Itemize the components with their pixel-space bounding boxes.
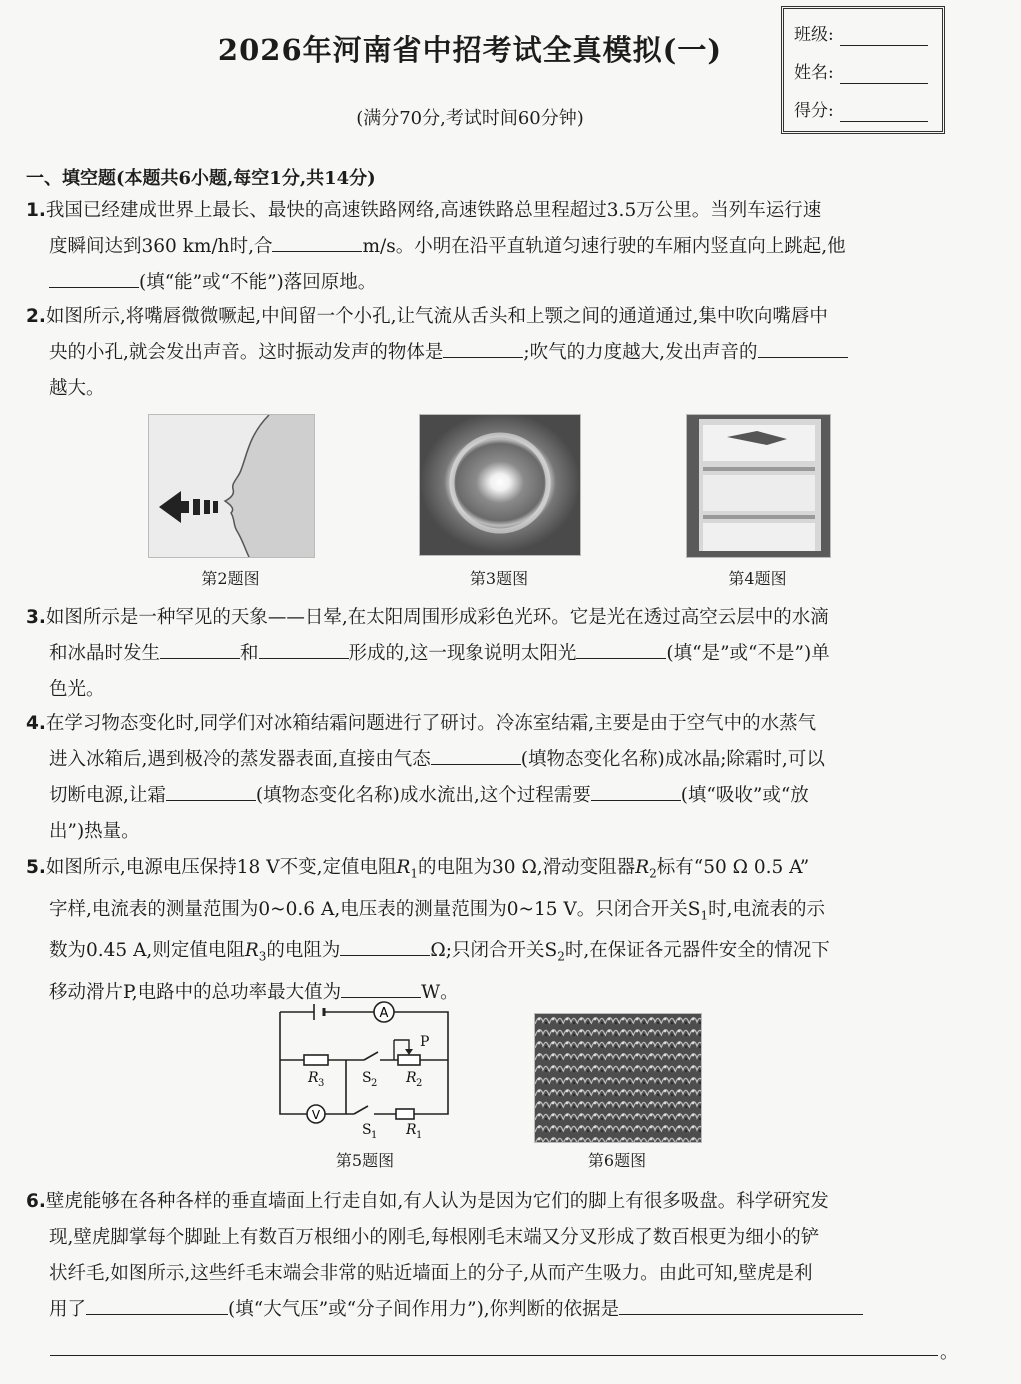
question-number: 6. bbox=[26, 1191, 46, 1212]
name-field[interactable] bbox=[840, 63, 928, 84]
resistor-r1 bbox=[396, 1109, 414, 1119]
q5-blank-2[interactable] bbox=[341, 977, 421, 998]
section-heading: 一、填空题(本题共6小题,每空1分,共14分) bbox=[26, 168, 376, 189]
question-3 bbox=[26, 600, 952, 708]
q4-line-d: 出”)热量。 bbox=[49, 821, 140, 842]
question-number: 4. bbox=[26, 713, 46, 734]
slider-label: P bbox=[420, 1034, 430, 1050]
score-row bbox=[794, 95, 942, 133]
q6-answer-line[interactable] bbox=[50, 1355, 938, 1356]
q6-blank-2[interactable] bbox=[619, 1294, 863, 1315]
r2-sub: 2 bbox=[416, 1078, 423, 1089]
question-6 bbox=[26, 1184, 952, 1328]
lips-drawing bbox=[149, 415, 314, 557]
q1-line-c: (填“能”或“不能”)落回原地。 bbox=[26, 265, 952, 301]
fig3-caption: 第3题图 bbox=[469, 569, 529, 588]
q6-blank-1[interactable] bbox=[86, 1294, 228, 1315]
r1-label: R bbox=[406, 1122, 417, 1138]
ammeter-label: A bbox=[379, 1006, 389, 1021]
q5-line-a: 如图所示,电源电压保持18 V不变,定值电阻$R_1$的电阻为30 Ω,滑动变阻器$R_2$标有“50 Ω 0.5 A” bbox=[45, 857, 810, 881]
q2-line-a: 如图所示,将嘴唇微微噘起,中间留一个小孔,让气流从舌头和上颚之间的通道通过,集中吹向嘴唇中 bbox=[45, 306, 828, 327]
q2-line-b: 央的小孔,就会发出声音。这时振动发声的物体是 ;吹气的力度越大,发出声音的 bbox=[26, 335, 952, 371]
q3-line-c: 色光。 bbox=[49, 679, 105, 700]
q1-line-a: 我国已经建成世界上最长、最快的高速铁路网络,高速铁路总里程超过3.5万公里。当列车运行速 bbox=[45, 200, 822, 221]
question-2 bbox=[26, 299, 952, 407]
s2-sub: 2 bbox=[371, 1078, 378, 1089]
s2-label: S bbox=[362, 1070, 372, 1086]
q4-blank-2[interactable] bbox=[166, 780, 256, 801]
fig2-lips-image bbox=[148, 414, 315, 558]
fig3-halo-image bbox=[419, 414, 581, 556]
r1-sub: 1 bbox=[416, 1130, 423, 1140]
q1-blank-2[interactable] bbox=[49, 267, 139, 288]
score-label: 得分: bbox=[794, 101, 834, 121]
student-info-box bbox=[781, 6, 945, 134]
q6-line-b: 现,壁虎脚掌每个脚趾上有数百万根细小的刚毛,每根刚毛末端又分叉形成了数百根更为细小的铲 bbox=[49, 1227, 820, 1248]
q6-end-mark: 。 bbox=[940, 1342, 958, 1363]
question-5 bbox=[26, 850, 952, 1011]
q3-line-b: 和冰晶时发生 和 形成的,这一现象说明太阳光 (填“是”或“不是”)单 bbox=[26, 636, 952, 672]
q3-blank-3[interactable] bbox=[576, 638, 666, 659]
question-number: 1. bbox=[26, 200, 46, 221]
q2-blank-1[interactable] bbox=[443, 337, 523, 358]
q4-blank-3[interactable] bbox=[591, 780, 681, 801]
q6-line-c: 状纤毛,如图所示,这些纤毛末端会非常的贴近墙面上的分子,从而产生吸力。由此可知,壁虎是利 bbox=[49, 1263, 813, 1284]
question-number: 2. bbox=[26, 306, 46, 327]
score-field[interactable] bbox=[840, 101, 928, 122]
q1-blank-1[interactable] bbox=[272, 231, 362, 252]
micrograph-drawing bbox=[535, 1014, 701, 1142]
s1-label: S bbox=[362, 1122, 372, 1138]
rheostat-r2 bbox=[398, 1055, 420, 1065]
voltmeter-label: V bbox=[311, 1108, 321, 1122]
fig6-gecko-micrograph bbox=[534, 1013, 702, 1143]
fig4-caption: 第4题图 bbox=[728, 569, 787, 588]
q5-line-d: 移动滑片P,电路中的总功率最大值为 W。 bbox=[26, 975, 952, 1011]
q4-blank-1[interactable] bbox=[431, 744, 521, 765]
q2-line-c: 越大。 bbox=[49, 378, 105, 399]
name-label: 姓名: bbox=[794, 63, 834, 83]
s1-sub: 1 bbox=[371, 1130, 378, 1140]
q1-line-b: 度瞬间达到360 km/h时,合 m/s。小明在沿平直轨道匀速行驶的车厢内竖直向上跳起,他 bbox=[26, 229, 952, 265]
fig4-freezer-image bbox=[686, 414, 831, 558]
question-number: 5. bbox=[26, 857, 46, 878]
q6-line-d: 用了 (填“大气压”或“分子间作用力”),你判断的依据是 bbox=[26, 1292, 952, 1328]
name-row bbox=[794, 57, 942, 95]
class-label: 班级: bbox=[794, 25, 834, 45]
exam-title: 2026年河南省中招考试全真模拟(一) bbox=[217, 33, 723, 67]
q3-blank-2[interactable] bbox=[259, 638, 349, 659]
exam-subtitle: (满分70分,考试时间60分钟) bbox=[356, 108, 584, 129]
q5-line-c: 数为0.45 A,则定值电阻$R_3$的电阻为 Ω;只闭合开关$S_2$时,在保证各元器件安全的情况下 bbox=[26, 933, 952, 975]
sun-halo-drawing bbox=[420, 415, 580, 555]
r3-label: R bbox=[308, 1070, 319, 1086]
fig5-caption: 第5题图 bbox=[335, 1151, 395, 1170]
fig2-caption: 第2题图 bbox=[201, 569, 260, 588]
resistor-r3 bbox=[304, 1055, 328, 1065]
q3-blank-1[interactable] bbox=[160, 638, 240, 659]
question-number: 3. bbox=[26, 607, 46, 628]
q2-blank-2[interactable] bbox=[758, 337, 848, 358]
q6-line-a: 壁虎能够在各种各样的垂直墙面上行走自如,有人认为是因为它们的脚上有很多吸盘。科学研究发 bbox=[45, 1191, 829, 1212]
q4-line-a: 在学习物态变化时,同学们对冰箱结霜问题进行了研讨。冷冻室结霜,主要是由于空气中的水蒸气 bbox=[45, 713, 817, 734]
fig5-circuit-diagram bbox=[270, 1000, 460, 1140]
q4-line-b: 进入冰箱后,遇到极冷的蒸发器表面,直接由气态 (填物态变化名称)成冰晶;除霜时,可以 bbox=[26, 742, 952, 778]
question-1 bbox=[26, 193, 952, 301]
q4-line-c: 切断电源,让霜 (填物态变化名称)成水流出,这个过程需要 (填“吸收”或“放 bbox=[26, 778, 952, 814]
class-field[interactable] bbox=[840, 25, 928, 46]
r2-label: R bbox=[406, 1070, 417, 1086]
freezer-drawing bbox=[687, 415, 830, 557]
q5-line-b: 字样,电流表的测量范围为0~0.6 A,电压表的测量范围为0~15 V。只闭合开关$S_1$时,电流表的示 bbox=[49, 898, 825, 923]
class-row bbox=[794, 19, 942, 57]
q3-line-a: 如图所示是一种罕见的天象——日晕,在太阳周围形成彩色光环。它是光在透过高空云层中的水滴 bbox=[45, 607, 829, 628]
q5-blank-1[interactable] bbox=[340, 935, 430, 956]
fig6-caption: 第6题图 bbox=[587, 1151, 647, 1170]
r3-sub: 3 bbox=[318, 1078, 325, 1089]
question-4 bbox=[26, 706, 952, 850]
